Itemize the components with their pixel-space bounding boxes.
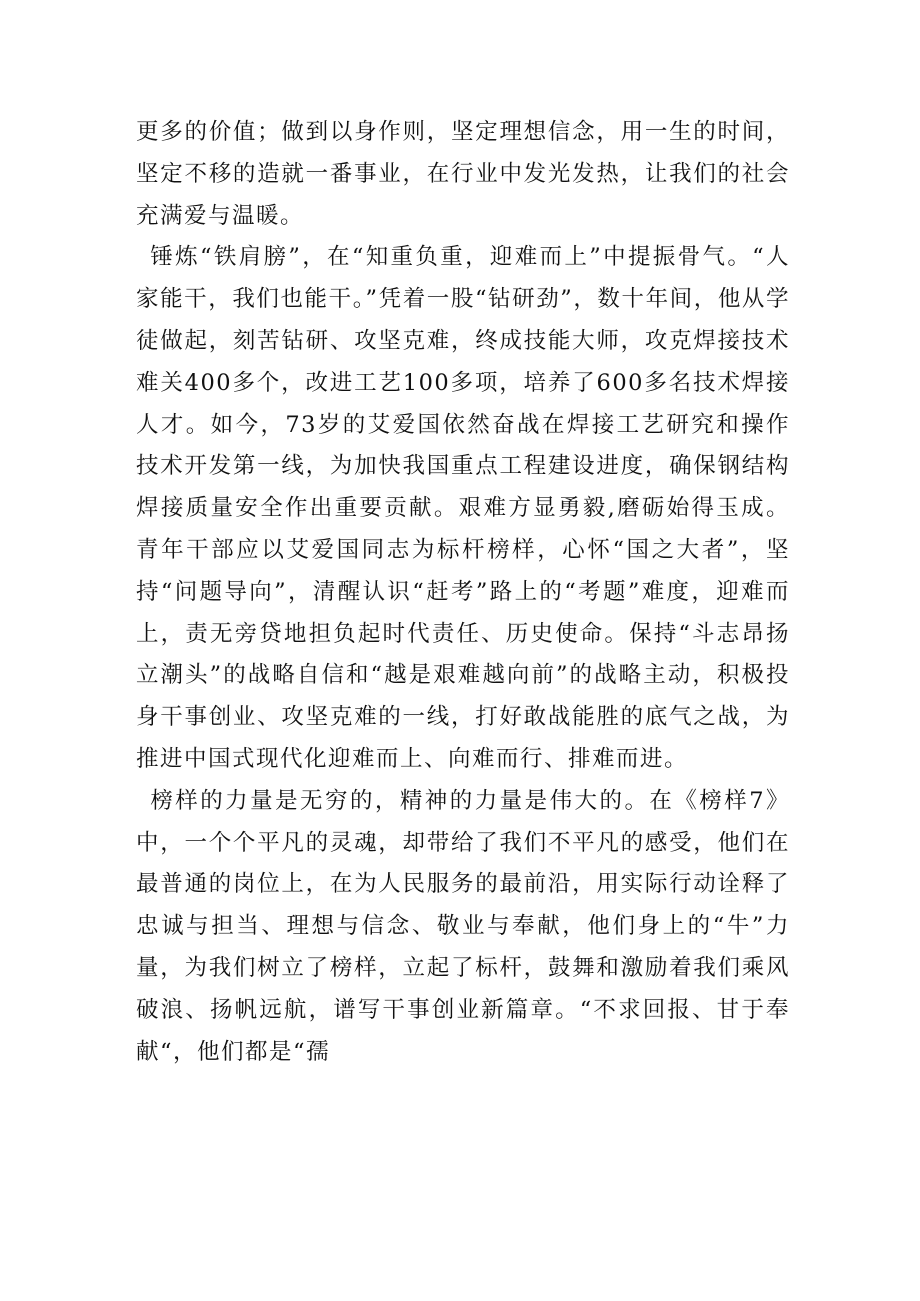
paragraph-role-models: 榜样的力量是无穷的，精神的力量是伟大的。在《榜样7》中，一个个平凡的灵魂，却带给了我们不平凡的感受，他们在最普通的岗位上，在为人民服务的最前沿，用实际行动诠释了忠诚与担当、理想与信念、敬业与奉献，他们身上的“牛”力量，为我们树立了榜样，立起了标杆，鼓舞和激励着我们乘风破浪、扬帆远航，谱写干事创业新篇章。“不求回报、甘于奉献“，他们都是“孺: [136, 787, 790, 1065]
paragraph-iron-shoulders: 锤炼“铁肩膀”，在“知重负重，迎难而上”中提振骨气。“人家能干，我们也能干。”凭着一股“钻研劲”，数十年间，他从学徒做起，刻苦钻研、攻坚克难，终成技能大师，攻克焊接技术难关400多个，改进工艺100多项，培养了600多名技术焊接人才。如今，73岁的艾爱国依然奋战在焊接工艺研究和操作技术开发第一线，为加快我国重点工程建设进度，确保钢结构焊接质量安全作出重要贡献。艰难方显勇毅,磨砺始得玉成。青年干部应以艾爱国同志为标杆榜样，心怀“国之大者”，坚持“问题导向”，清醒认识“赶考”路上的“考题”难度，迎难而上，责无旁贷地担负起时代责任、历史使命。保持“斗志昂扬立潮头”的战略自信和“越是艰难越向前”的战略主动，积极投身干事创业、攻坚克难的一线，打好敢战能胜的底气之战，为推进中国式现代化迎难而上、向难而行、排难而进。: [136, 244, 790, 772]
paragraph-continued: 更多的价值；做到以身作则，坚定理想信念，用一生的时间，坚定不移的造就一番事业，在行业中发光发热，让我们的社会充满爱与温暖。: [136, 119, 790, 229]
